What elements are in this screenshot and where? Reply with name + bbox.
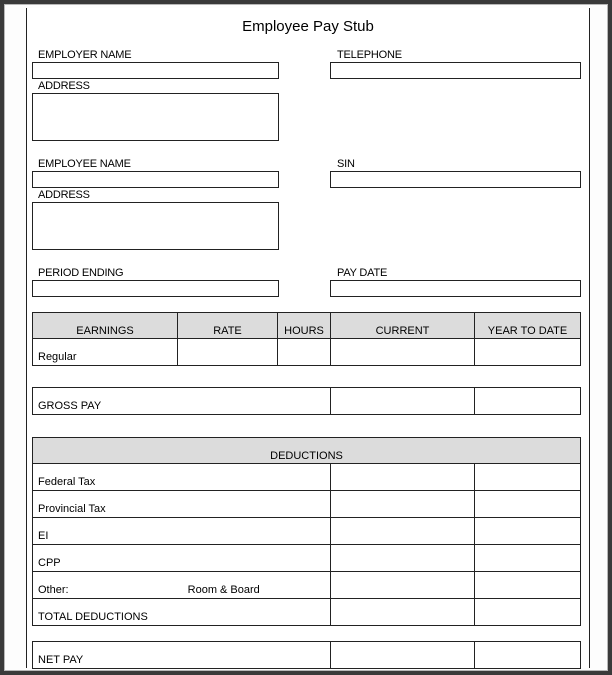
employer-address-field[interactable] (32, 93, 279, 141)
table-row (33, 388, 581, 415)
employer-name-label: EMPLOYER NAME (38, 49, 132, 61)
pay-date-label: PAY DATE (337, 267, 388, 279)
federal-tax-label: Federal Tax (33, 464, 331, 491)
net-pay-table (32, 641, 581, 669)
other-ytd-cell[interactable] (475, 572, 581, 599)
pay-stub-page (26, 8, 590, 668)
other-current-cell[interactable] (331, 572, 475, 599)
sin-field[interactable] (330, 171, 581, 188)
cpp-label: CPP (33, 545, 331, 572)
table-row (33, 491, 581, 518)
table-row (33, 545, 581, 572)
pay-date-field[interactable] (330, 280, 581, 297)
employer-name-field[interactable] (32, 62, 279, 79)
current-header: CURRENT (331, 313, 475, 339)
employee-address-label: ADDRESS (38, 189, 90, 201)
table-row (33, 572, 581, 599)
gross-pay-ytd-cell[interactable] (475, 388, 581, 415)
employer-address-label: ADDRESS (38, 80, 90, 92)
net-pay-current-cell[interactable] (331, 642, 475, 669)
table-row (33, 518, 581, 545)
employee-address-field[interactable] (32, 202, 279, 250)
net-pay-ytd-cell[interactable] (475, 642, 581, 669)
period-ending-label: PERIOD ENDING (38, 267, 124, 279)
other-label: Other: (38, 584, 69, 596)
federal-tax-ytd-cell[interactable] (475, 464, 581, 491)
gross-pay-current-cell[interactable] (331, 388, 475, 415)
provincial-tax-current-cell[interactable] (331, 491, 475, 518)
sin-label: SIN (337, 158, 355, 170)
total-deductions-label: TOTAL DEDUCTIONS (33, 599, 331, 626)
net-pay-label: NET PAY (33, 642, 331, 669)
federal-tax-current-cell[interactable] (331, 464, 475, 491)
cpp-ytd-cell[interactable] (475, 545, 581, 572)
regular-rate-cell[interactable] (178, 339, 278, 366)
hours-header: HOURS (278, 313, 331, 339)
telephone-field[interactable] (330, 62, 581, 79)
ei-label: EI (33, 518, 331, 545)
cpp-current-cell[interactable] (331, 545, 475, 572)
total-deductions-ytd-cell[interactable] (475, 599, 581, 626)
provincial-tax-ytd-cell[interactable] (475, 491, 581, 518)
rate-header: RATE (178, 313, 278, 339)
employee-name-field[interactable] (32, 171, 279, 188)
ei-ytd-cell[interactable] (475, 518, 581, 545)
provincial-tax-label: Provincial Tax (33, 491, 331, 518)
deductions-header: DEDUCTIONS (33, 438, 581, 464)
room-board-note: Room & Board (187, 584, 260, 596)
employee-name-label: EMPLOYEE NAME (38, 158, 131, 170)
earnings-header: EARNINGS (33, 313, 178, 339)
other-deduction-cell (33, 572, 331, 599)
earnings-table (32, 312, 581, 366)
regular-ytd-cell[interactable] (475, 339, 581, 366)
ei-current-cell[interactable] (331, 518, 475, 545)
period-ending-field[interactable] (32, 280, 279, 297)
gross-pay-table (32, 387, 581, 415)
table-row (33, 464, 581, 491)
earnings-header-row (33, 313, 581, 339)
deductions-header-row (33, 438, 581, 464)
deductions-table (32, 437, 581, 626)
table-row (33, 599, 581, 626)
telephone-label: TELEPHONE (337, 49, 402, 61)
page-title: Employee Pay Stub (242, 18, 374, 35)
regular-label: Regular (33, 339, 178, 366)
regular-current-cell[interactable] (331, 339, 475, 366)
ytd-header: YEAR TO DATE (475, 313, 581, 339)
gross-pay-label: GROSS PAY (33, 388, 331, 415)
regular-hours-cell[interactable] (278, 339, 331, 366)
table-row (33, 642, 581, 669)
table-row (33, 339, 581, 366)
total-deductions-current-cell[interactable] (331, 599, 475, 626)
